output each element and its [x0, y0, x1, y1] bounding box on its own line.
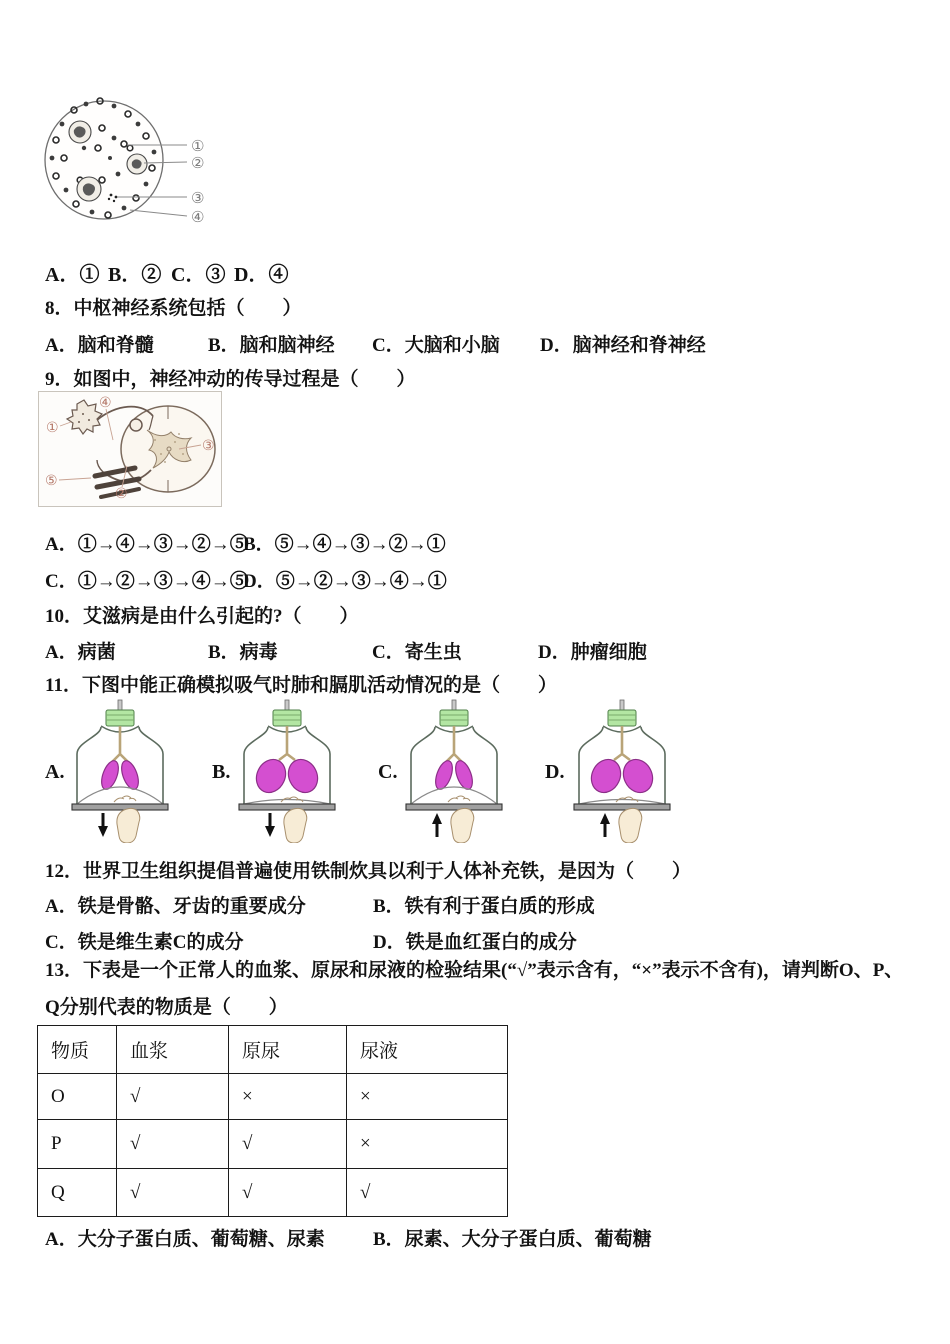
table-row [38, 1169, 508, 1217]
q12-option-c: C．铁是维生素C的成分 [45, 932, 244, 953]
q9-option-a: A．①→④→③→②→⑤ [45, 534, 249, 555]
base-plate-icon [72, 804, 168, 810]
base-plate-icon [239, 804, 335, 810]
row-q-name: Q [38, 1169, 117, 1217]
q12-text: 12．世界卫生组织提倡普遍使用铁制炊具以利于人体补充铁，是因为（ ） [45, 861, 692, 882]
q10-option-a: A．病菌 [45, 642, 116, 663]
lung-model-a [70, 698, 170, 843]
base-plate-icon [406, 804, 502, 810]
row-p-primary-urine: √ [229, 1120, 347, 1169]
rubber-membrane-icon [579, 800, 665, 805]
hand-icon [448, 796, 474, 843]
nerve-label-5: ⑤ [45, 473, 58, 489]
urine-test-table [37, 1025, 508, 1217]
row-o-plasma: √ [117, 1074, 229, 1120]
row-o-urine: × [347, 1074, 508, 1120]
q8-option-c: C．大脑和小脑 [372, 335, 500, 356]
q7-option-c: C．③ [171, 264, 226, 286]
q13-option-a: A．大分子蛋白质、葡萄糖、尿素 [45, 1229, 325, 1250]
lung-model-d [572, 698, 672, 843]
arrow-down-icon [265, 813, 275, 837]
lung-model-b [237, 698, 337, 843]
hand-icon [114, 796, 140, 843]
rubber-membrane-icon [77, 787, 163, 804]
blood-label-3: ③ [191, 189, 205, 207]
q10-option-b: B．病毒 [208, 642, 278, 663]
q12-option-d: D．铁是血红蛋白的成分 [373, 932, 577, 953]
rubber-stopper-icon [440, 710, 468, 726]
table-header-row [38, 1026, 508, 1074]
rubber-membrane-icon [411, 787, 497, 804]
q8-option-d: D．脑神经和脊神经 [540, 335, 706, 356]
rubber-membrane-icon [244, 800, 330, 805]
arrow-up-icon [432, 813, 442, 837]
table-header-substance: 物质 [38, 1026, 117, 1074]
nerve-label-2: ② [115, 486, 128, 502]
base-plate-icon [574, 804, 670, 810]
microscope-field-icon [45, 98, 204, 226]
table-row [38, 1120, 508, 1169]
q11-jar-label-a: A. [45, 761, 65, 783]
q10-option-d: D．肿瘤细胞 [538, 642, 647, 663]
nerve-label-3: ③ [202, 438, 215, 454]
q7-option-a: A．① [45, 264, 100, 286]
table-header-urine: 尿液 [347, 1026, 508, 1074]
q9-option-d: D．⑤→②→③→④→① [243, 571, 447, 592]
q8-option-a: A．脑和脊髓 [45, 335, 154, 356]
q8-option-b: B．脑和脑神经 [208, 335, 335, 356]
q12-option-a: A．铁是骨骼、牙齿的重要成分 [45, 896, 306, 917]
blood-label-1: ① [191, 137, 205, 155]
q9-option-c: C．①→②→③→④→⑤ [45, 571, 249, 592]
q10-option-c: C．寄生虫 [372, 642, 462, 663]
row-o-primary-urine: × [229, 1074, 347, 1120]
row-q-plasma: √ [117, 1169, 229, 1217]
q9-text: 9．如图中，神经冲动的传导过程是（ ） [45, 369, 416, 390]
table-header-plasma: 血浆 [117, 1026, 229, 1074]
q11-text: 11．下图中能正确模拟吸气时肺和膈肌活动情况的是（ ） [45, 675, 557, 696]
q11-jar-label-b: B. [212, 761, 231, 783]
table-header-primary-urine: 原尿 [229, 1026, 347, 1074]
nerve-label-4: ④ [99, 395, 112, 411]
lung-model-c [404, 698, 504, 843]
nerve-label-1: ① [46, 420, 59, 436]
q9-option-b: B．⑤→④→③→②→① [243, 534, 446, 555]
q10-text: 10．艾滋病是由什么引起的?（ ） [45, 606, 359, 627]
row-o-name: O [38, 1074, 117, 1120]
blood-smear-figure [40, 88, 230, 238]
table-row [38, 1074, 508, 1120]
arrow-up-icon [600, 813, 610, 837]
rubber-stopper-icon [106, 710, 134, 726]
q13-option-b: B．尿素、大分子蛋白质、葡萄糖 [373, 1229, 652, 1250]
rubber-stopper-icon [273, 710, 301, 726]
q11-jar-label-c: C. [378, 761, 398, 783]
row-p-urine: × [347, 1120, 508, 1169]
reflex-arc-figure [38, 391, 222, 507]
q7-option-d: D．④ [234, 264, 289, 286]
q7-option-b: B．② [108, 264, 162, 286]
rubber-stopper-icon [608, 710, 636, 726]
q12-option-b: B．铁有利于蛋白质的形成 [373, 896, 595, 917]
q13-text: 13．下表是一个正常人的血浆、原尿和尿液的检验结果(“√”表示含有，“×”表示不含有)，请判断O、P、Q分别代表的物质是（ ） [45, 960, 904, 1018]
figure-number-labels [191, 137, 204, 226]
skin-receptor-icon [67, 400, 102, 434]
row-q-primary-urine: √ [229, 1169, 347, 1217]
blood-label-4: ④ [191, 208, 205, 226]
balloon-lungs-icon [586, 755, 658, 798]
row-p-name: P [38, 1120, 117, 1169]
q11-jar-label-d: D. [545, 761, 565, 783]
q8-text: 8．中枢神经系统包括（ ） [45, 298, 302, 319]
arrow-down-icon [98, 813, 108, 837]
blood-label-2: ② [191, 154, 205, 172]
balloon-lungs-icon [251, 755, 323, 798]
row-p-plasma: √ [117, 1120, 229, 1169]
row-q-urine: √ [347, 1169, 508, 1217]
